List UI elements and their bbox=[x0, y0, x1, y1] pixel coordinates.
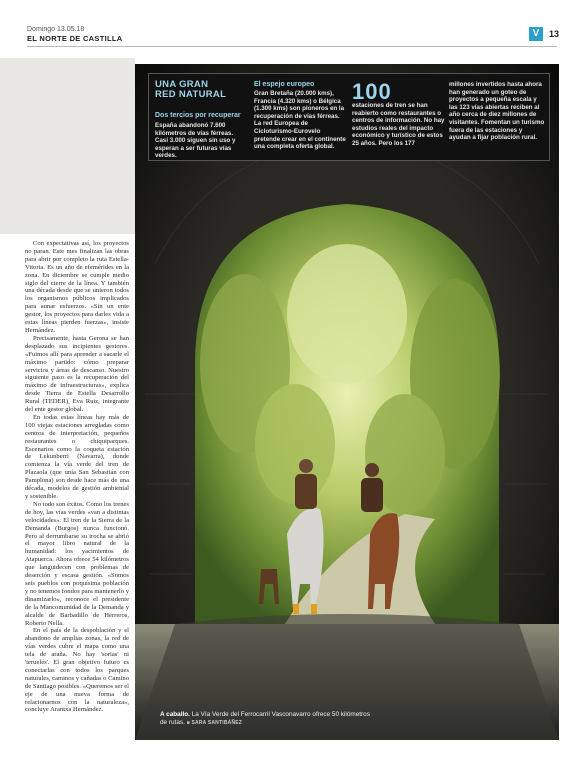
article-paragraph: En el país de la despoblación y el abandono de amplias zonas, la red de vías verdes cubre el mapa como una tela de araña. No hay 'sorias' ni 'teruelés'. El gran objetivo futuro es conectarlas con todos los parques naturales, caminos y cañadas o Camino de Santiago posibles. «Queremos ser el eje de una nueva forma de relacionarnos con la naturaleza», concluye Arantxa Hernández. bbox=[25, 627, 130, 714]
header-date: Domingo 13.05.18 bbox=[27, 26, 85, 33]
tunnel-photo bbox=[135, 64, 559, 740]
article-paragraph: Precisamente, hasta Gerona se han desplazado sus incipientes gestores. «Fuimos allí para aprender a sacarle el máximo partido: cómo preparar servicios y áreas de descanso. Nuestro siguiente paso es la recuperación del máximo de infraestructuras», explica desde Tierra de Estella Desarrollo Rural (TEDER), Eva Ruiz, integrante del ente gestor global. bbox=[25, 334, 129, 414]
photo-caption bbox=[160, 711, 370, 727]
photo-credit: ■ SARA SANTIBÁÑEZ bbox=[186, 719, 243, 726]
infobox-title bbox=[155, 80, 247, 100]
article-body bbox=[25, 240, 129, 714]
tunnel-illustration bbox=[135, 64, 559, 740]
page-number: 13 bbox=[549, 29, 560, 39]
caption-lead: A caballo. bbox=[160, 711, 190, 718]
infobox-col4-text: millones invertidos hasta ahora han generado un goteo de proyectos a pequeña escala y las 123 vías abiertas reciben al año cerca de diez millones de visitantes. Fomentan un turismo fuera de las estaciones y ayudan a fijar población rural. bbox=[449, 81, 545, 142]
infobox-col2-text: Gran Bretaña (20.000 kms), Francia (4.320 kms) o Bélgica (1.300 kms) son pioneros en la recuperación de vías férreas. La red Europea de Cicloturismo-Eurovelo pretende crear en el continente una completa oferta global. bbox=[254, 90, 346, 151]
infobox-title-line: UNA GRAN bbox=[155, 79, 209, 90]
grey-side-panel bbox=[0, 58, 135, 234]
infobox-col1-heading: Dos tercios por recuperar bbox=[155, 112, 241, 119]
infobox-title-line: RED NATURAL bbox=[155, 89, 227, 100]
header-divider bbox=[27, 46, 557, 47]
caption-text: La Vía Verde del Ferrocarril Vasconavarro ofrece 50 kilómetros de rutas. bbox=[160, 711, 370, 726]
infobox-big-number: 100 bbox=[352, 79, 392, 104]
infographic-box bbox=[148, 73, 550, 161]
article-paragraph: No todo son éxitos. Como los trenes de hoy, las vías verdes «van a distintas velocidades». El tren de la Sierra de la Demanda (Burgos) nunca funcionó. Pero al derrumbarse su trocha se abrió el mayor libro natural de la humanidad: los yacimientos de Atapuerca. Ahora ofrece 54 kilómetros que languidecen con problemas de deserción y escasa gestión. «Somos seis pueblos con poquísima población y no tenemos fondos para mantenerlo y dinamizarlo», reconoce el presidente de la Mancomunidad de la Demanda y alcalde de Barbadillo de Herreros, Roberto Nella. bbox=[25, 500, 130, 627]
article-paragraph: En todas estas líneas hay más de 100 viejas estaciones arregladas como centros de interpretación, pequeños restaurantes o chiquiparques. Escenarios como la coqueta estación de Lekunberri (Navarra), donde comienza la vía verde del tren de Plazaola (que unía San Sebastián con Pamplona) son desde hace más de una década, modelos de gestión ambiental y sostenible. bbox=[25, 413, 129, 500]
page-header bbox=[27, 26, 560, 44]
infobox-col1-text: España abandonó 7.600 kilómetros de vías férreas. Casi 3.000 siguen sin uso y esperan a ser futuras vías verdes. bbox=[155, 122, 236, 160]
infobox-col2-heading: El espejo europeo bbox=[254, 81, 315, 88]
infobox-col3-text: estaciones de tren se han reabierto como restaurantes o centros de información. No hay estudios reales del impacto económico y turístico de estos 25 años. Pero los 177 bbox=[352, 102, 445, 147]
article-paragraph: Con expectativas así, los proyectos no paran. Este mes finalizan las obras para abrir por completo la ruta Estella-Vitoria. Es un año de efemérides en la zona. En diciembre se cumple medio siglo del cierre de la línea. Y también una década desde que se unieron todos los organismos públicos implicados para aunar esfuerzos. «Sin un ente gestor, los proyectos para darles vida a estas líneas pierden fuerzas», insiste Hernández. bbox=[25, 240, 129, 334]
newspaper-name: EL NORTE DE CASTILLA bbox=[27, 34, 123, 43]
section-logo: V bbox=[529, 27, 543, 41]
